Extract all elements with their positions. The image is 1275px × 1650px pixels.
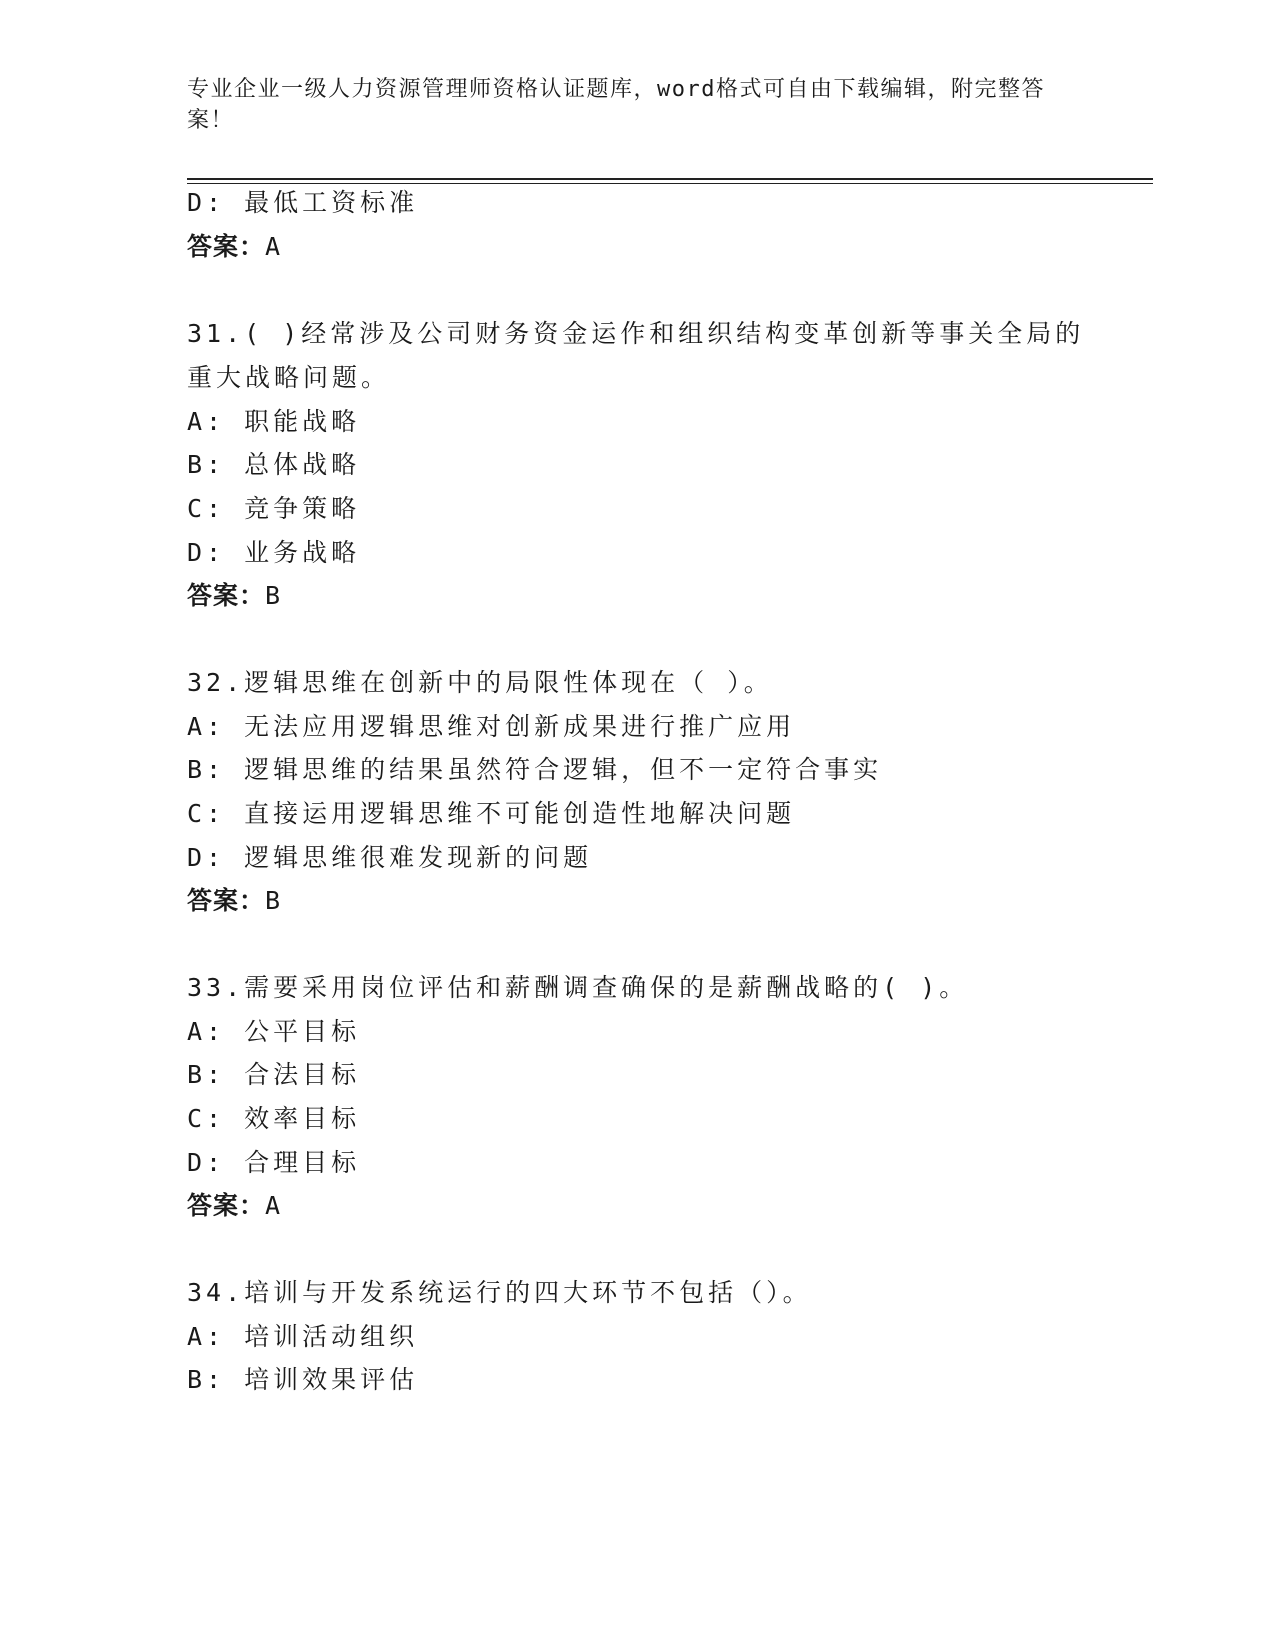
option-d: D: 逻辑思维很难发现新的问题	[187, 843, 593, 872]
option-a: A: 培训活动组织	[187, 1322, 419, 1351]
option-a: A: 无法应用逻辑思维对创新成果进行推广应用	[187, 712, 796, 741]
answer-line	[187, 580, 281, 612]
option-b: B: 培训效果评估	[187, 1365, 419, 1394]
option-b: B: 总体战略	[187, 450, 361, 479]
document-header: 专业企业一级人力资源管理师资格认证题库，word格式可自由下载编辑，附完整答案！	[187, 77, 1045, 133]
option-c: C: 效率目标	[187, 1104, 361, 1133]
answer-line	[187, 231, 281, 263]
option-c: C: 竞争策略	[187, 494, 361, 523]
answer-value: A	[265, 232, 282, 261]
answer-value: B	[265, 886, 282, 915]
question-stem-continued: 重大战略问题。	[187, 363, 391, 392]
option-c: C: 直接运用逻辑思维不可能创造性地解决问题	[187, 799, 796, 828]
answer-label: 答案：	[187, 581, 266, 610]
question-stem: 31.( )经常涉及公司财务资金运作和组织结构变革创新等事关全局的	[187, 319, 1085, 348]
answer-line	[187, 1190, 281, 1222]
option-a: A: 职能战略	[187, 407, 361, 436]
answer-label: 答案：	[187, 1191, 266, 1220]
option-a: A: 公平目标	[187, 1017, 361, 1046]
option-b: B: 逻辑思维的结果虽然符合逻辑，但不一定符合事实	[187, 755, 883, 784]
header-divider-thick	[187, 178, 1153, 180]
question-stem: 33.需要采用岗位评估和薪酬调查确保的是薪酬战略的( )。	[187, 973, 969, 1002]
answer-label: 答案：	[187, 886, 266, 915]
option-d: D: 合理目标	[187, 1148, 361, 1177]
answer-line	[187, 885, 281, 917]
answer-value: B	[265, 581, 282, 610]
header-divider-thin	[187, 183, 1153, 184]
answer-value: A	[265, 1191, 282, 1220]
question-stem: 34.培训与开发系统运行的四大环节不包括（）。	[187, 1278, 812, 1307]
option-b: B: 合法目标	[187, 1060, 361, 1089]
option-d: D: 最低工资标准	[187, 188, 419, 217]
question-stem: 32.逻辑思维在创新中的局限性体现在（ ）。	[187, 668, 773, 697]
answer-label: 答案：	[187, 232, 266, 261]
option-d: D: 业务战略	[187, 538, 361, 567]
